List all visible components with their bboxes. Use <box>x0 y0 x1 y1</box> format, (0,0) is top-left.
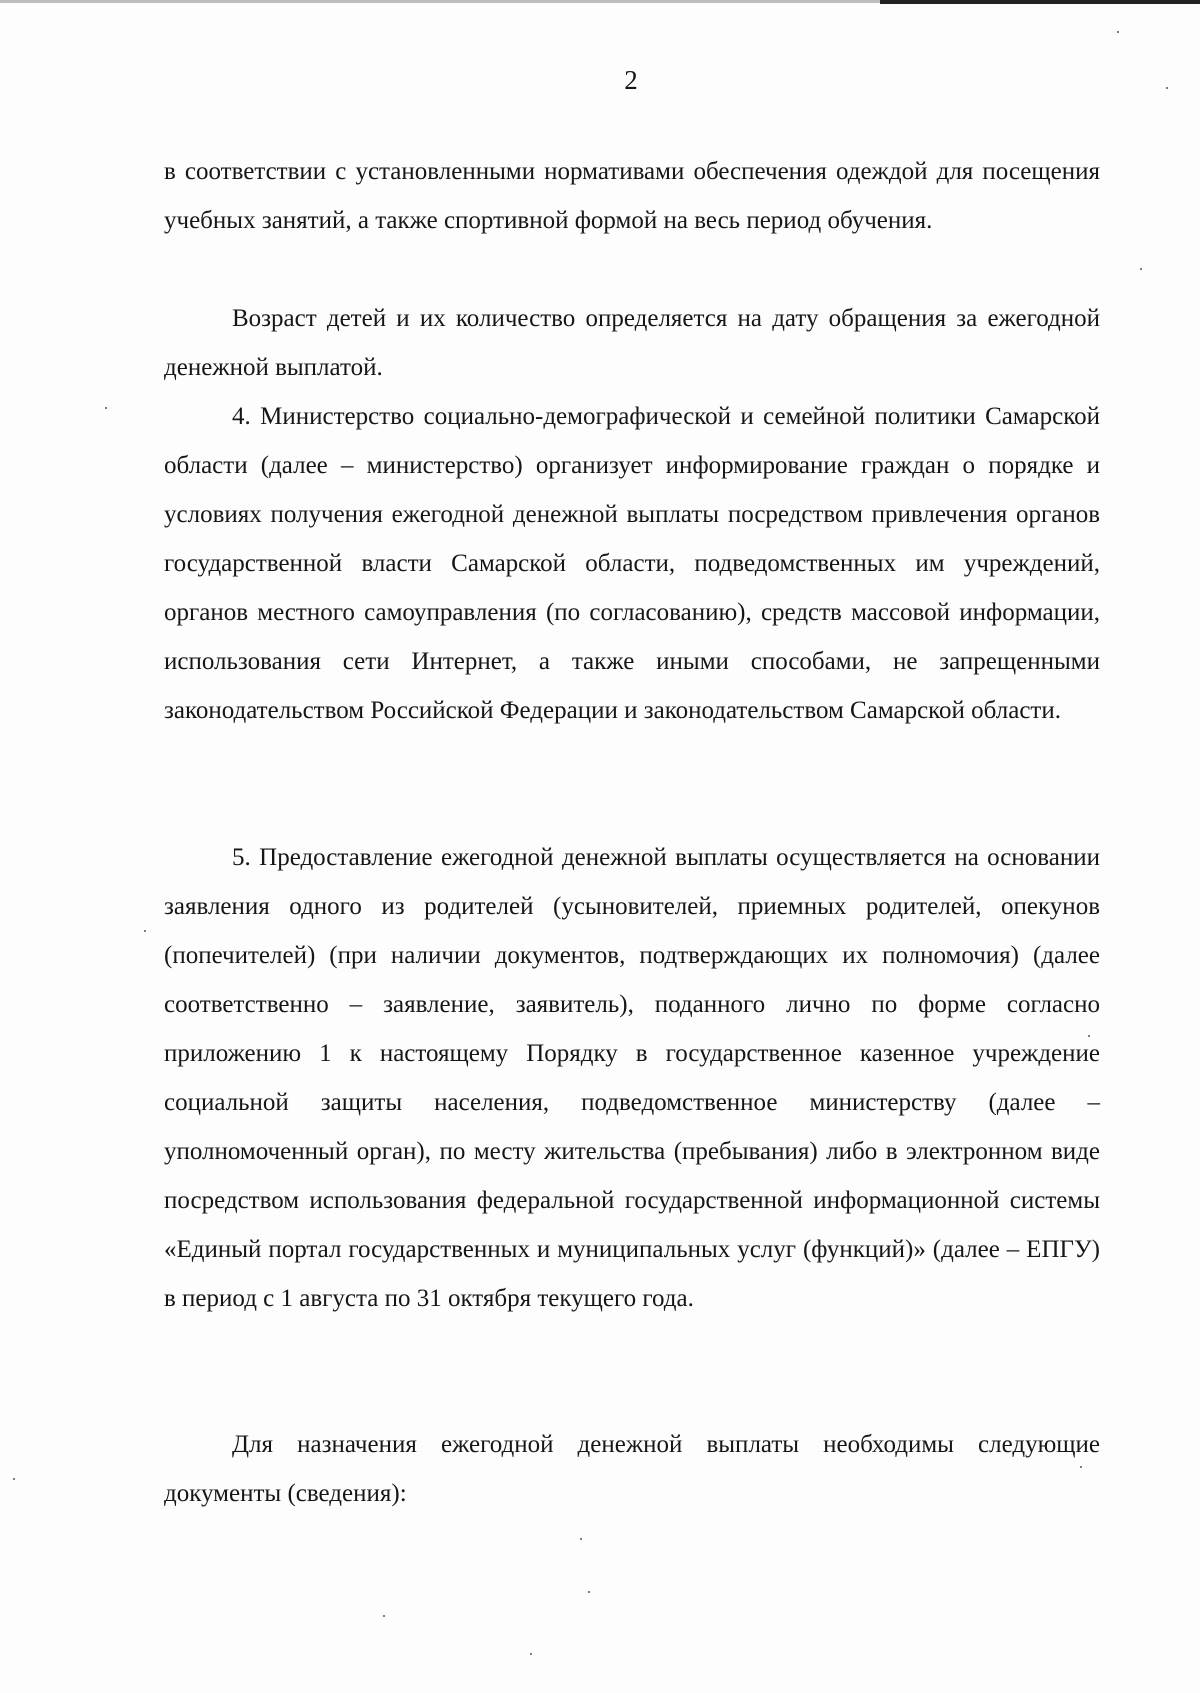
scan-speck <box>13 1478 15 1480</box>
paragraph-children-age: Возраст детей и их количество определяется на дату обращения за ежегодной денежной выплатой. <box>164 305 1100 381</box>
scan-speck <box>588 1591 590 1593</box>
scan-speck <box>1140 268 1142 270</box>
paragraph-required-documents: Для назначения ежегодной денежной выплаты необходимы следующие документы (сведения): <box>164 1431 1100 1507</box>
paragraph-clothing-standards: в соответствии с установленными нормативами обеспечения одеждой для посещения учебных занятий, а также спортивной формой на весь период обучения. <box>164 158 1100 234</box>
scan-speck <box>105 407 107 409</box>
scan-speck <box>144 930 146 932</box>
paragraph-item-5-application: 5. Предоставление ежегодной денежной выплаты осуществляется на основании заявления одного из родителей (усыновителей, приемных родителей, опекунов (попечителей) (при наличии документов, подтверждающих их полномочия) (далее соответственно – заявление, заявитель), поданного лично по форме согласно приложению 1 к настоящему Порядку в государственное казенное учреждение социальной защиты населения, подведомственное министерству (далее – уполномоченный орган), по месту жительства (пребывания) либо в электронном виде посредством использования федеральной государственной информационной системы «Единый портал государственных и муниципальных услуг (функций)» (далее – ЕПГУ) в период с 1 августа по 31 октября текущего года. <box>164 844 1100 1312</box>
scan-top-edge-dark <box>880 0 1200 4</box>
paragraph-item-4-ministry: 4. Министерство социально-демографической и семейной политики Самарской области (далее – министерство) организует информирование граждан о порядке и условиях получения ежегодной денежной выплаты посредством привлечения органов государственной власти Самарской области, подведомственных им учреждений, органов местного самоуправления (по согласованию), средств массовой информации, использования сети Интернет, а также иными способами, не запрещенными законодательством Российской Федерации и законодательством Самарской области. <box>164 403 1100 724</box>
page-number: 2 <box>624 65 638 95</box>
scan-speck <box>580 1538 582 1540</box>
scan-speck <box>1117 31 1119 33</box>
scan-speck <box>383 1615 385 1617</box>
scan-speck <box>1166 87 1168 89</box>
scan-speck <box>1088 1035 1090 1037</box>
scan-speck <box>1080 1466 1082 1468</box>
scan-speck <box>530 1653 532 1655</box>
